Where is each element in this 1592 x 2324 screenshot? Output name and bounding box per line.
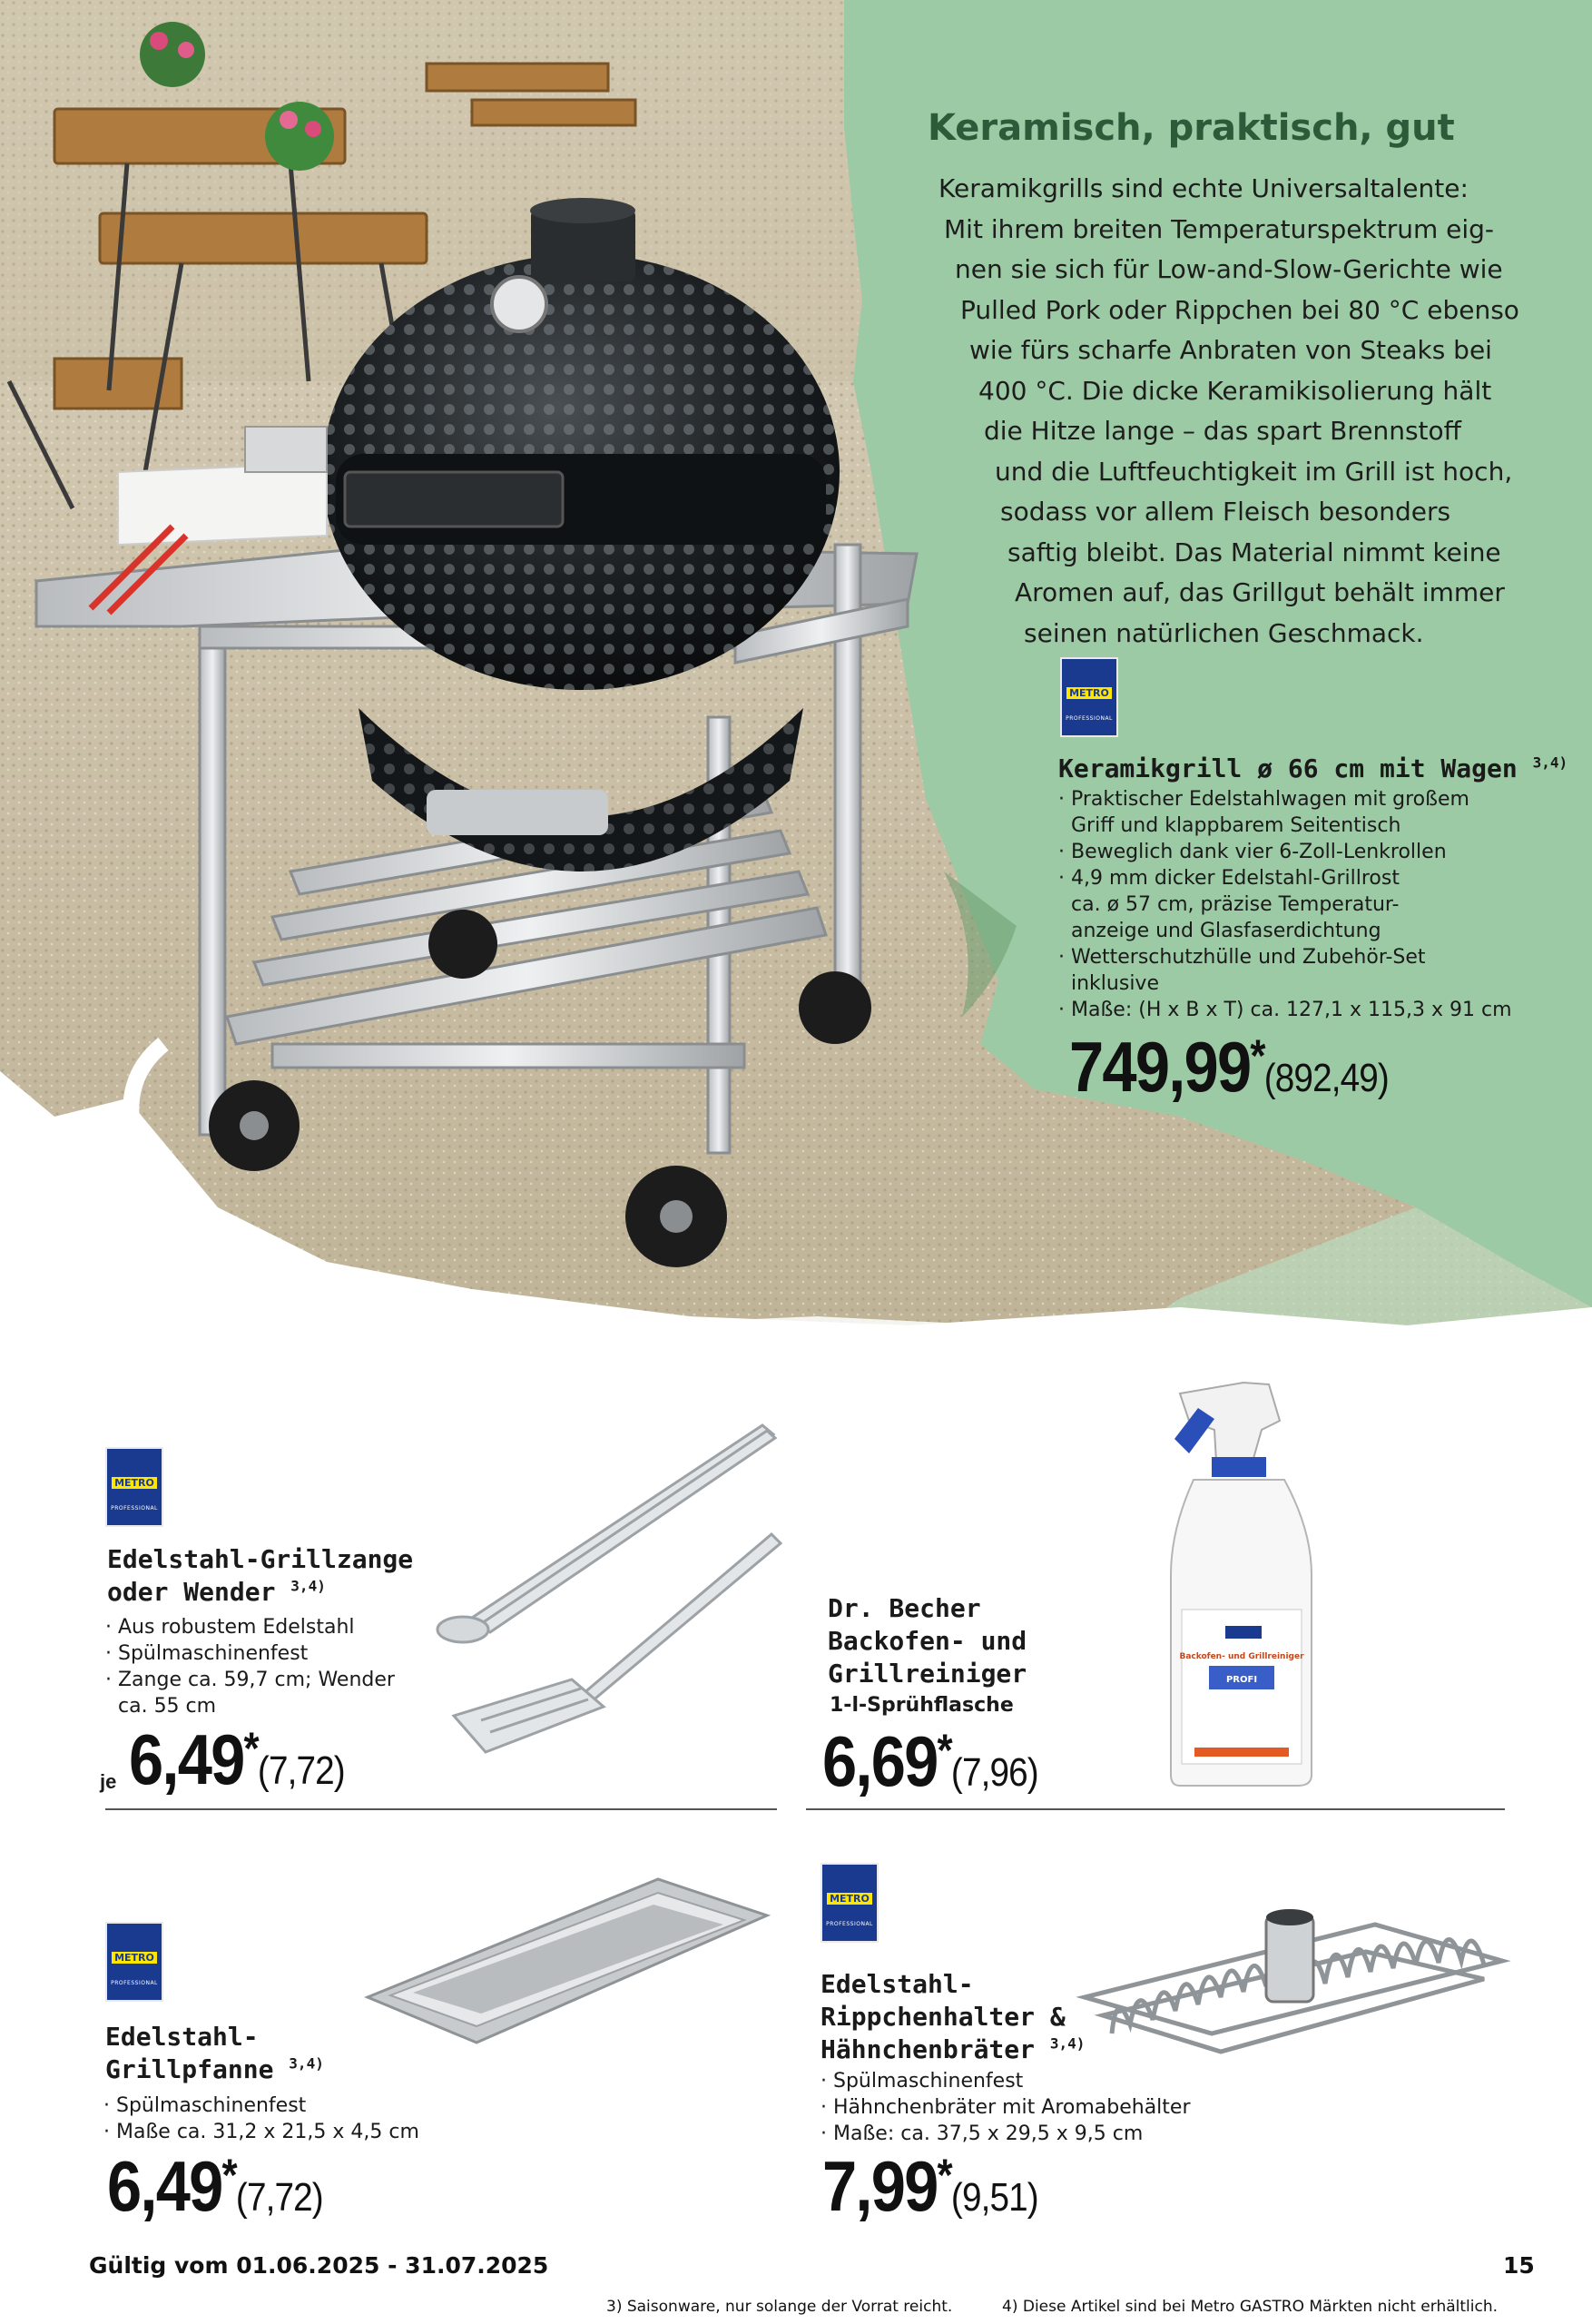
metro-professional-logo: METRO PROFESSIONAL [821,1863,879,1943]
feature-item: · 4,9 mm dicker Edelstahl-Grillrost [1058,867,1400,890]
metro-professional-logo: METRO PROFESSIONAL [1060,657,1118,737]
divider [105,1808,777,1810]
pan-image [349,1870,776,2052]
feature-item: · Maße: (H x B x T) ca. 127,1 x 115,3 x 91 cm [1058,999,1512,1021]
feature-item: · Wetterschutzhülle und Zubehör-Set [1058,946,1426,969]
validity-date: Gültig vom 01.06.2025 - 31.07.2025 [89,2252,549,2279]
cleaner-price: 6,69*(7,96) [822,1721,1038,1801]
intro-line: seinen natürlichen Geschmack. [1024,617,1424,648]
pan-title: Edelstahl- Grillpfanne $^{3,4)}$ [105,2022,324,2084]
hero-headline: Keramisch, praktisch, gut [928,107,1455,149]
intro-line: Aromen auf, das Grillgut behält immer [1015,577,1505,607]
intro-line: die Hitze lange – das spart Brennstoff [984,416,1461,446]
intro-line: Mit ihrem breiten Temperaturspektrum eig- [944,213,1495,244]
feature-item: Griff und klappbarem Seitentisch [1071,814,1401,837]
feature-item: · Spülmaschinenfest [103,2094,307,2117]
tongs-image [399,1416,790,1779]
footnote-3: 3) Saisonware, nur solange der Vorrat reicht. [606,2298,953,2316]
grill-footnote: 3,4) [1532,753,1568,772]
tongs-title: Edelstahl-Grillzange oder Wender $^{3,4)}$ [107,1544,414,1607]
intro-line: Keramikgrills sind echte Universaltalente: [938,173,1469,203]
cleaner-title: Dr. Becher Backofen- und Grillreiniger [828,1593,1027,1689]
feature-item: · Aus robustem Edelstahl [105,1616,355,1639]
feature-item: · Zange ca. 59,7 cm; Wender [105,1669,395,1691]
feature-item: ca. 55 cm [118,1695,217,1718]
pan-price: 6,49*(7,72) [107,2146,323,2226]
tongs-features [105,1614,395,1719]
intro-line: nen sie sich für Low-and-Slow-Gerichte wie [955,254,1503,284]
grill-features [1058,786,1512,1023]
feature-item: · Maße: ca. 37,5 x 29,5 x 9,5 cm [821,2122,1144,2145]
grill-title: Keramikgrill ø 66 cm mit Wagen $^{3,4)}$ [1058,753,1568,783]
rack-price: 7,99*(9,51) [822,2146,1038,2226]
intro-line: sodass vor allem Fleisch besonders [1000,497,1451,527]
page-number: 15 [1503,2252,1535,2279]
feature-item: · Spülmaschinenfest [105,1642,309,1665]
metro-professional-logo: METRO PROFESSIONAL [105,1447,163,1527]
feature-item: ca. ø 57 cm, präzise Temperatur- [1071,893,1400,916]
intro-line: 400 °C. Die dicke Keramikisolierung hält [978,375,1492,406]
footnote-4: 4) Diese Artikel sind bei Metro GASTRO Märkten nicht erhältlich. [1002,2298,1499,2316]
cleaner-bottle-image [1162,1366,1325,1793]
intro-line: Pulled Pork oder Rippchen bei 80 °C ebenso [960,294,1519,325]
price-prefix: je [100,1770,117,1793]
intro-line: wie fürs scharfe Anbraten von Steaks bei [969,335,1492,365]
intro-line: saftig bleibt. Das Material nimmt keine [1007,537,1501,567]
feature-item: · Hähnchenbräter mit Aromabehälter [821,2096,1191,2119]
feature-item: inklusive [1071,972,1159,995]
bottle-label: Backofen- und Grillreiniger [1179,1652,1304,1661]
rack-title: Edelstahl- Rippchenhalter & Hähnchenbräter $^{3,4)}$ [821,1969,1086,2064]
feature-item: · Maße ca. 31,2 x 21,5 x 4,5 cm [103,2121,419,2143]
bottle-brand: PROFI [1225,1675,1258,1685]
grill-price: 749,99*(892,49) [1069,1027,1389,1107]
tongs-price: 6,49*(7,72) [129,1719,345,1799]
metro-professional-logo: METRO PROFESSIONAL [105,1922,163,2002]
pan-features [103,2093,419,2145]
intro-line: und die Luftfeuchtigkeit im Grill ist hoch, [995,456,1513,487]
cleaner-subtitle: 1-l-Sprühflasche [830,1694,1014,1717]
rack-image [1076,1897,1511,2106]
grill-price-gross: (892,49) [1263,1056,1389,1100]
feature-item: · Spülmaschinenfest [821,2070,1024,2093]
feature-item: anzeige und Glasfaserdichtung [1071,920,1381,942]
divider [806,1808,1505,1810]
feature-item: · Beweglich dank vier 6-Zoll-Lenkrollen [1058,841,1447,863]
feature-item: · Praktischer Edelstahlwagen mit großem [1058,788,1469,811]
